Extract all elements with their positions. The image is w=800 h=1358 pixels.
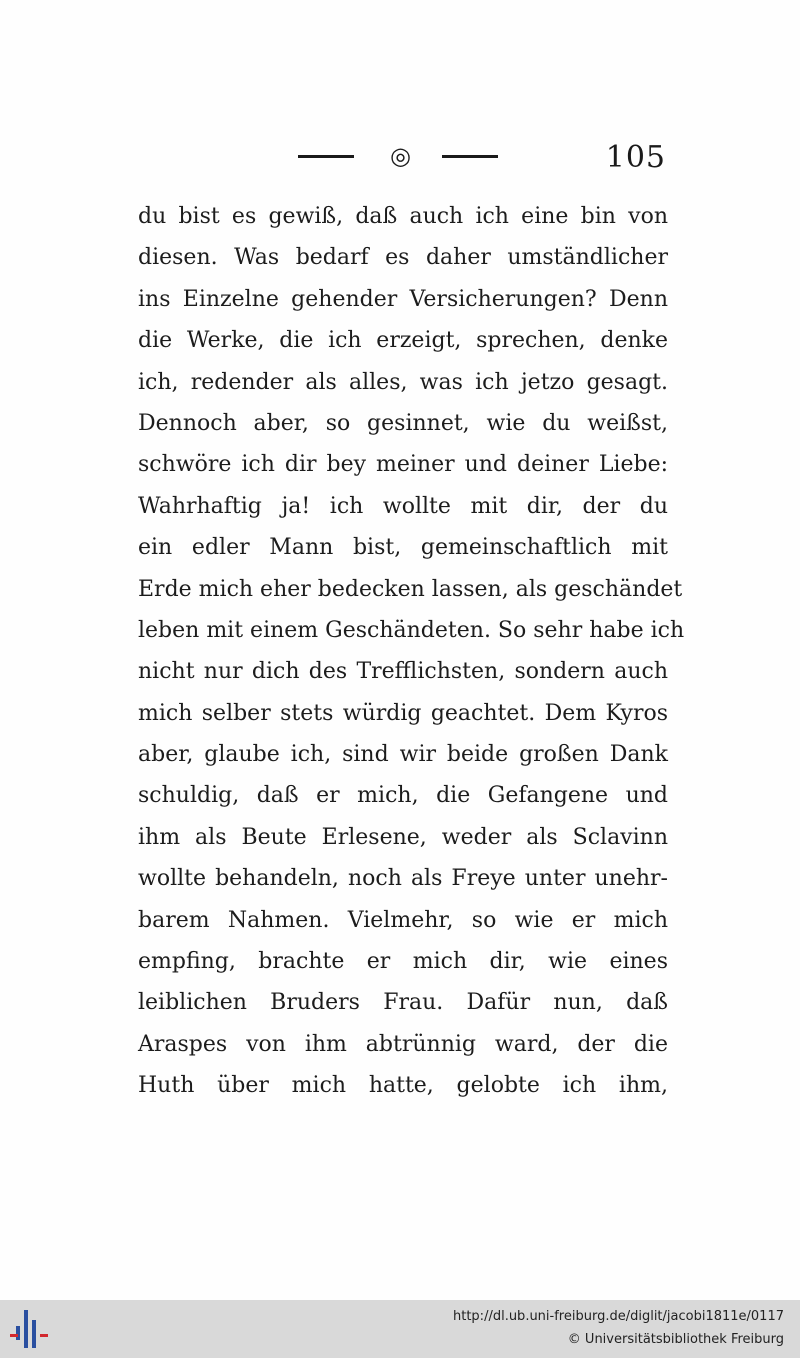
text-line: diesen. Was bedarf es daher umständlicher [138, 245, 668, 271]
left-rule [298, 155, 354, 158]
ornament-icon: ◎ [390, 142, 411, 170]
text-line: Erde mich eher bedecken lassen, als geschändet [138, 576, 683, 602]
text-line: mich selber stets würdig geachtet. Dem Kyros [138, 700, 668, 726]
text-line: ich, redender als alles, was ich jetzo gesagt. [138, 369, 668, 395]
text-line: du bist es gewiß, daß auch ich eine bin von [138, 204, 668, 229]
page-number: 105 [605, 140, 666, 175]
text-line: Dennoch aber, so gesinnet, wie du weißst, [138, 410, 668, 436]
footer-bar [0, 1300, 800, 1358]
copyright-notice: © Universitätsbibliothek Freiburg [567, 1332, 784, 1347]
text-line: wollte behandeln, noch als Freye unter unehr- [138, 866, 668, 892]
text-line: aber, glaube ich, sind wir beide großen Dank [138, 742, 668, 768]
document-url-link[interactable]: http://dl.ub.uni-freiburg.de/diglit/jacobi1811e/0117 [453, 1309, 784, 1324]
text-line: Araspes von ihm abtrünnig ward, der die [138, 1031, 668, 1057]
text-line: leiblichen Bruders Frau. Dafür nun, daß [138, 990, 668, 1016]
text-line: Wahrhaftig ja! ich wollte mit dir, der du [138, 493, 668, 519]
body-text [138, 196, 685, 1107]
text-line: ein edler Mann bist, gemeinschaftlich mit [138, 535, 668, 561]
text-line: schuldig, daß er mich, die Gefangene und [138, 783, 668, 809]
text-line: die Werke, die ich erzeigt, sprechen, denke [138, 328, 668, 354]
text-line: ihm als Beute Erlesene, weder als Sclavinn [138, 824, 668, 850]
library-logo-icon[interactable] [10, 1308, 50, 1350]
running-head [290, 140, 670, 180]
text-line: empfing, brachte er mich dir, wie eines [138, 949, 668, 975]
text-line: barem Nahmen. Vielmehr, so wie er mich [138, 907, 668, 933]
right-rule [442, 155, 498, 158]
text-line: schwöre ich dir bey meiner und deiner Liebe: [138, 452, 668, 478]
text-line: Huth über mich hatte, gelobte ich ihm, [138, 1073, 668, 1099]
text-line: ins Einzelne gehender Versicherungen? Denn [138, 286, 668, 312]
text-line: leben mit einem Geschändeten. So sehr habe ich [138, 617, 685, 643]
text-line: nicht nur dich des Trefflichsten, sondern auch [138, 659, 668, 685]
